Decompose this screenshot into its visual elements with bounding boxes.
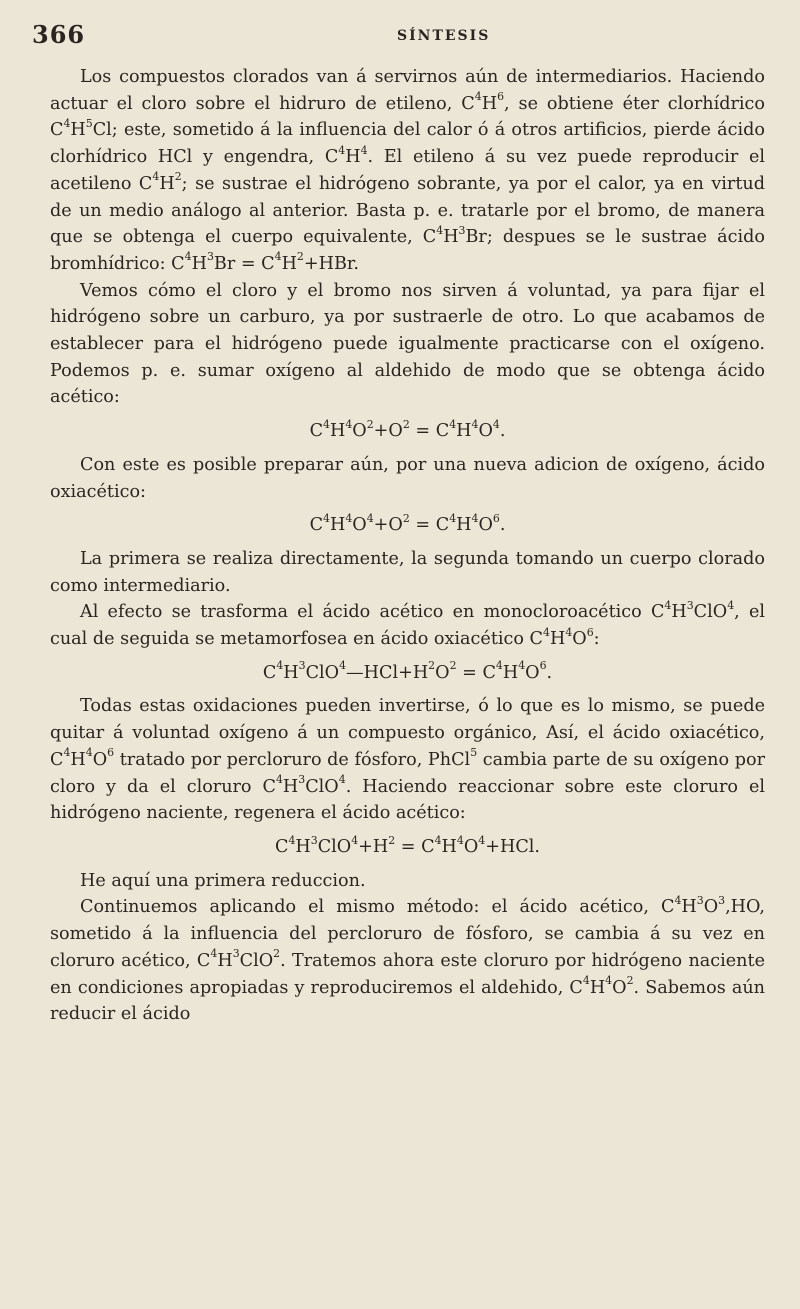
superscript: 4 [345,417,353,431]
superscript: 3 [458,223,466,237]
superscript: 4 [471,417,479,431]
superscript: 3 [310,833,318,847]
superscript: 4 [338,773,346,787]
superscript: 2 [402,511,410,525]
superscript: 4 [518,659,526,673]
superscript: 4 [565,625,573,639]
superscript: 3 [206,250,214,264]
superscript: 4 [323,511,330,525]
superscript: 4 [338,143,346,157]
superscript: 2 [366,417,374,431]
superscript: 3 [696,893,704,907]
superscript: 4 [274,250,282,264]
superscript: 3 [686,598,694,612]
superscript: 4 [288,833,296,847]
superscript: 6 [586,625,594,639]
superscript: 4 [323,417,330,431]
superscript: 4 [492,417,500,431]
superscript: 4 [727,598,735,612]
superscript: 3 [298,659,306,673]
superscript: 4 [360,143,368,157]
page-header [32,20,760,60]
superscript: 4 [339,659,347,673]
superscript: 4 [543,625,550,639]
paragraph: Todas estas oxidaciones pueden invertirse, ó lo que es lo mismo, se puede quitar á voluntad oxígeno á un compuesto orgánico, Así, el ácido oxiacético, $C^4H^4O^6$ tratado por percloruro de fósforo, PhCl$^5$ cambia parte de su oxígeno por cloro y da el cloruro $C^4H^3ClO^4$. Haciendo reaccionar sobre este cloruro el hidrógeno naciente, regenera el ácido acético: [50,696,765,824]
superscript: 2 [402,417,410,431]
superscript: 4 [152,170,160,184]
superscript: 4 [605,974,613,988]
superscript: 4 [674,893,682,907]
formula: $C^4H^3ClO^4+H^2 = C^4H^4O^4+HCl$. [274,833,541,857]
superscript: 4 [471,511,479,525]
superscript: 3 [718,893,726,907]
page-number: 366 [32,20,86,49]
superscript: 4 [664,598,672,612]
body-text [50,64,765,1028]
superscript: 4 [449,417,457,431]
superscript: 4 [456,833,464,847]
superscript: 4 [582,974,590,988]
superscript: 2 [388,833,396,847]
superscript: 2 [296,250,304,264]
superscript: 2 [174,170,182,184]
superscript: 4 [436,223,444,237]
superscript: 6 [539,659,547,673]
superscript: 2 [273,947,281,961]
paragraph: Continuemos aplicando el mismo método: el ácido acético, $C^4H^3O^3,HO$, sometido á la influencia del percloruro de fósforo, se cambia á su vez en cloruro acético, $C^4H^3ClO^2$. Tratemos ahora este cloruro por hidrógeno naciente en condiciones apropiadas y reproduciremos el aldehido, $C^4H^4O^2$. Sabemos aún reducir el ácido [50,893,766,1025]
superscript: 4 [366,511,374,525]
paragraph: La primera se realiza directamente, la segunda tomando un cuerpo clorado como intermediario. [50,548,765,596]
paragraph: Vemos cómo el cloro y el bromo nos sirven á voluntad, ya para fijar el hidrógeno sobre un carburo, ya por sustraerle de otro. Lo que acabamos de establecer para el hidrógeno puede igualmente practicarse con el oxígeno. Podemos p. e. sumar oxígeno al aldehido de modo que se obtenga ácido acético: [50,280,765,408]
superscript: 6 [492,511,500,525]
superscript: 4 [495,659,503,673]
superscript: 4 [276,659,284,673]
superscript: 4 [85,746,93,760]
superscript: 4 [351,833,359,847]
superscript: 4 [449,511,457,525]
superscript: 3 [298,773,306,787]
superscript: 4 [275,773,283,787]
superscript: 5 [470,746,478,760]
running-title: SÍNTESIS [397,28,491,44]
superscript: 4 [434,833,442,847]
paragraph: He aquí una primera reduccion. [80,870,366,891]
superscript: 4 [478,833,486,847]
superscript: 6 [107,746,115,760]
superscript: 4 [184,250,192,264]
superscript: 2 [428,659,436,673]
superscript: 2 [626,974,634,988]
superscript: 5 [85,116,93,130]
superscript: 4 [63,746,71,760]
superscript: 3 [232,947,240,961]
formula: $C^4H^4O^4+O^2 = C^4H^4O^6$. [309,511,506,536]
superscript: 2 [449,659,457,673]
superscript: 4 [63,116,71,130]
superscript: 6 [497,90,505,104]
paragraph: Los compuestos clorados van á servirnos aún de intermediarios. Haciendo actuar el cloro sobre el hidruro de etileno, $C^4H^6$, se obtiene éter clorhídrico $C^4H^5Cl$; este, sometido á la influencia del calor ó á otros artificios, pierde ácido clorhídrico HCl y engendra, $C^4H^4$. El etileno á su vez puede reproducir el acetileno $C^4H^2$; se sustrae el hidrógeno sobrante, ya por el calor, ya en virtud de un medio análogo al anterior. Basta p. e. tratarle por el bromo, de manera que se obtenga el cuerpo equivalente, $C^4H^3Br$; despues se le sustrae ácido bromhídrico: $C^4H^3Br = C^4H^2+HBr$. [50,67,766,274]
paragraph: Al efecto se trasforma el ácido acético en monocloroacético $C^4H^3ClO^4$, el cual de seguida se metamorfosea en ácido oxiacético $C^4H^4O^6$: [50,598,765,650]
superscript: 4 [210,947,218,961]
formula: $C^4H^3ClO^4—HCl+H^2O^2 = C^4H^4O^6$. [262,659,553,683]
paragraph: Con este es posible preparar aún, por una nueva adicion de oxígeno, ácido oxiacético: [50,454,765,502]
superscript: 4 [474,90,482,104]
superscript: 4 [345,511,353,525]
formula: $C^4H^4O^2+O^2 = C^4H^4O^4$. [309,417,506,442]
